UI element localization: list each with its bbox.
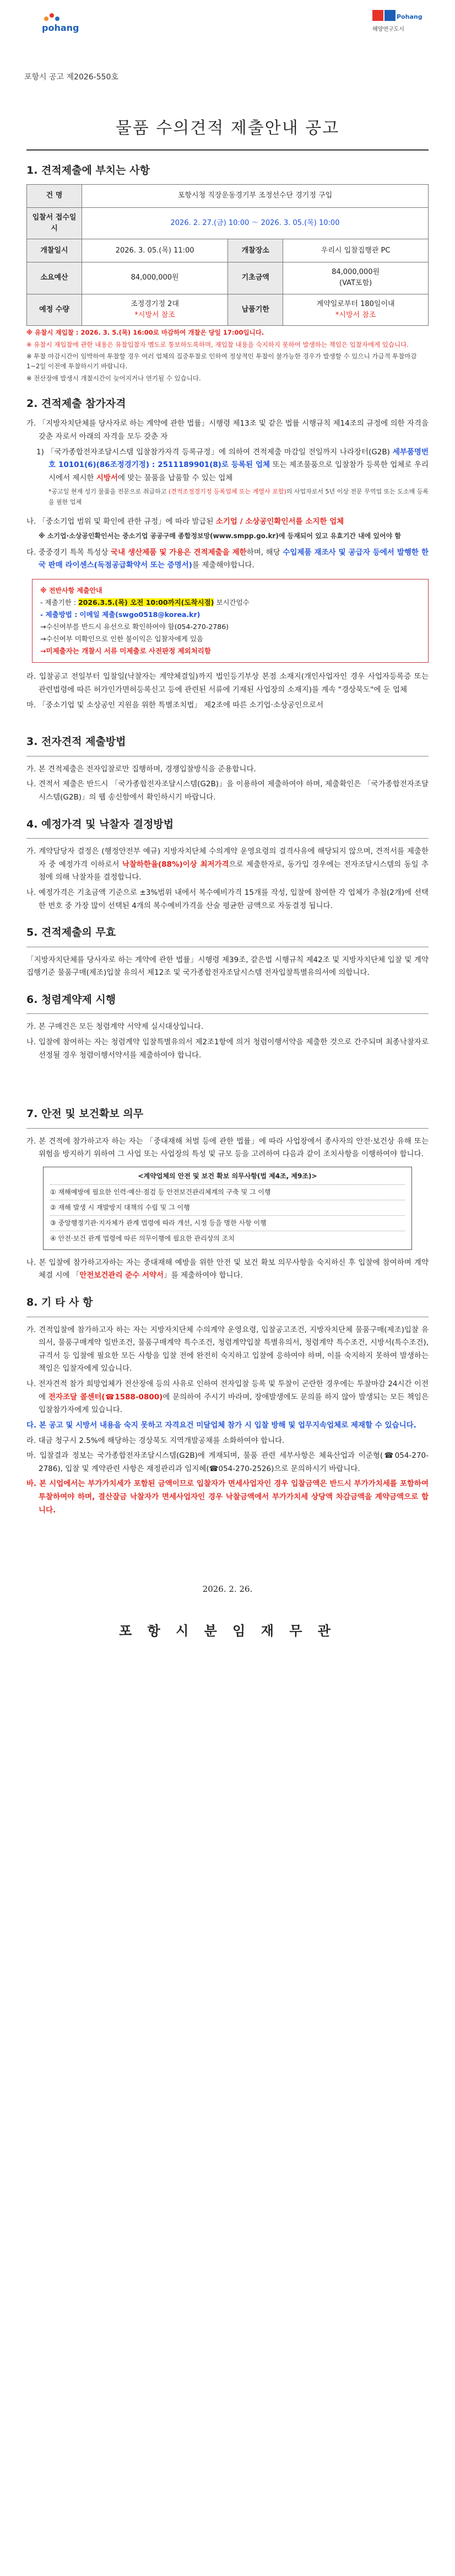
cell-header: 기초금액 (228, 262, 283, 294)
bid-info-table (26, 184, 429, 326)
cell-value (82, 294, 228, 325)
section-6-title: 6. 청렴계약제 시행 (26, 993, 116, 1006)
paragraph: ※ 소기업·소상공인확인서는 중소기업 공공구매 종합정보망(www.smpp.go.kr)에 등재되어 있고 유효기간 내에 있어야 함 (39, 532, 401, 540)
text-span: *공고일 현재 성기 물품을 전문으로 취급하고 (48, 488, 169, 496)
paragraph: 가. 「지방자치단체를 당사자로 하는 계약에 관한 법률」시행령 제13조 및 같은 법률 시행규칙 제14조의 규정에 의한 자격을 갖춘 자로서 아래의 자격을 모두 갖춘 자 (26, 419, 429, 441)
svg-text:Pohang: Pohang (397, 13, 422, 20)
section-6-body (26, 1021, 429, 1062)
section-3-body (26, 763, 429, 804)
header-bar (26, 0, 429, 66)
text-span: 의 사업자로서 5년 이상 전문 무역업 또는 도소매 등록을 필한 업체 (48, 488, 429, 506)
box-line (40, 597, 420, 609)
list-item: ① 재해예방에 필요한 인력·예산·점검 등 안전보건관리체계의 구축 및 그 이행 (50, 1184, 405, 1200)
text-span: 세부품명번호 10101(6)(86조정경기정) : 2511189901(8)로 등록된 업체 (48, 447, 429, 470)
cell-line: 84,000,000원 (332, 268, 380, 277)
paragraph (26, 845, 429, 884)
cell-header: 개찰장소 (228, 239, 283, 262)
text-span: 또는 제조물품으로 입찰참가 등록한 업체로 우리시에서 제시한 (48, 460, 429, 482)
paragraph: 바. 본 시업에서는 부가가치세가 포함된 금액이므로 입찰자가 면세사업자인 경우 입찰금액은 반드시 부가가치세를 포함하여 투찰하여야 하며, 결산잘금 낙찰자가 면세사업자인 경우 낙찰금액에서 부가가치세 상당액 차감금액을 계약금액으로 합니다. (26, 1479, 429, 1515)
cell-line: 계약일로부터 180일이내 (316, 299, 395, 308)
section-8-body (26, 1324, 429, 1517)
text-span: 나. 본 입찰에 참가하고자하는 자는 중대재해 예방을 위한 안전 및 보건 확보 의무사항을 숙지하신 후 입찰에 참여하며 계약 체결 시에 「 (26, 1258, 429, 1280)
paragraph: 나. 예정가격은 기초금액 기준으로 ±3%범위 내에서 복수예비가격 15개를 작성, 입찰에 참여한 각 업체가 추첨(2개)에 선택한 번호 중 가장 많이 선택된 4개의 복수예비가격을 산술 평균한 금액으로 자동결정 됩니다. (26, 888, 429, 910)
text-span: 전자조달 콜센터(☎1588-0800) (48, 1392, 163, 1402)
paragraph: 「지방자치단체를 당사자로 하는 계약에 관한 법률」시행령 제39조, 같은법 시행규칙 제42조 및 지방자치단체 입찰 및 계약집행기준 물품구매(제조)입찰 유의서 제12조 및 국가종합전자조달시스템 전자입찰특별유의서에 의합니다. (26, 955, 429, 978)
rebid-note: ※ 유찰시 재입찰 : 2026. 3. 5.(목) 16:00로 마감하여 개찰은 당일 17:00입니다. (26, 328, 264, 336)
box-line: →수신여부를 반드시 유선으로 확인하여야 함(054-270-2786) (40, 622, 229, 631)
section-1-title: 1. 견적제출에 부치는 사항 (26, 164, 150, 176)
text-span: 보시간엄수 (214, 598, 250, 607)
rebid-note: ※ 유찰시 재입찰에 관한 내용은 유찰입찰자 멤도로 통보하도록하며, 재입찰 내용을 숙지하지 못하여 발생하는 책임은 입찰자에게 있습니다. (26, 340, 409, 348)
section-2-title: 2. 견적제출 참가자격 (26, 397, 126, 410)
section-7-title: 7. 안전 및 보건확보 의무 (26, 1108, 144, 1120)
text-span: 에 문의하여 주시기 바라며, 장애발생에도 문의를 하지 않아 발생되는 모든 책임은 입찰참가자에게 있습니다. (39, 1392, 429, 1415)
info-note: ※ 전산장애 발생시 개찰시간이 늦어지거나 연기될 수 있습니다. (26, 374, 201, 383)
list-item: ③ 중앙행정기관·지자체가 관계 법령에 따라 개선, 시정 등을 명한 사항 이행 (50, 1215, 405, 1231)
box-title: <계약업체의 안전 및 보건 확보 의무사항(법 제4조, 제9조)> (138, 1172, 317, 1180)
cell-value: 2026. 2. 27.(금) 10:00 ～ 2026. 3. 05.(목) 10:00 (82, 207, 429, 239)
paragraph: 가. 견적입찰에 참가하고자 하는 자는 지방자치단체 수의계약 운영요령, 입찰공고조건, 지방자치단체 물품구매(제조)입찰 유의서, 물품구매계약 일반조건, 물품구매계약 특수조건, 청렴계약입찰 특별유의서, 청렴계약 특수조건, 시방서(특수조건), 규격서 등 입찰에 필요한 모든 사항을 입찰 전에 완전히 숙지하고 입찰에 응하여야 하며, 이를 숙지하지 못하여 발생하는 책임은 입찰자에게 있습니다. (26, 1325, 429, 1373)
text-span: - 제출기한 : (40, 598, 78, 607)
text-span: 낙찰하한율(88%)이상 최저가격 (122, 860, 229, 869)
text-span: 수입제품 재조사 및 공급자 등에서 발행한 한국 판매 라이센스(독점공급확약서 또는 증명서) (39, 548, 429, 570)
svg-text:해양연구도시: 해양연구도시 (372, 26, 404, 33)
info-note: ※ 투찰 마감시간이 임박하여 투찰할 경우 여러 업체의 집중투찰로 인하여 정상적인 투찰이 불가능한 경우가 발생할 수 있으니 가급적 투찰마감 1~2일 이전에 투찰하시기 바랍니다. (26, 352, 417, 371)
box-line: →미제출자는 개찰시 서류 미제출로 사전판정 제외처리함 (40, 646, 211, 655)
list-item: ② 재해 발생 시 재발방지 대책의 수립 및 그 이행 (50, 1200, 405, 1215)
paragraph (26, 546, 429, 572)
box-title: ※ 전반사항 제출안내 (40, 587, 102, 595)
issuer-name: 포 항 시 분 임 재 무 관 (119, 1622, 336, 1639)
paragraph: 라. 입찰공고 전일부터 입찰일(낙찰자는 계약체결일)까지 법인등기부상 본점 소재지(개인사업자인 경우 사업자등록증 또는 관련법령에 따른 허가인가면허등록신고 등에 관련된 서류에 기재된 사업장의 소재지)를 계속 "경상북도"에 둔 업체 (26, 672, 429, 695)
paragraph: 다. 본 공고 및 시방서 내용을 숙지 못하고 자격요건 미달업체 참가 시 입찰 방해 및 업무지속업체로 제재할 수 있습니다. (26, 1420, 416, 1430)
text-span: 나. 「중소기업 범위 및 확인에 관한 규정」에 따라 발급된 (26, 517, 216, 526)
paragraph (26, 1257, 429, 1282)
section-5-body (26, 954, 429, 980)
section-5-title: 5. 견적제출의 무효 (26, 926, 116, 939)
text-span: 」를 제출하여야 합니다. (164, 1271, 243, 1280)
section-3-title: 3. 전자견적 제출방법 (26, 736, 126, 748)
paragraph: 마. 입찰결과 정보는 국가종합전자조달시스템(G2B)에 게재되며, 물품 관련 세부사항은 체육산업과 이준형(☎054-270-2786), 입찰 및 계약관련 사항은 재정관리과 임지혜(☎054-270-2526)으로 문의하시기 바랍니다. (26, 1451, 429, 1473)
cell-value (283, 262, 429, 294)
section-4-body (26, 845, 429, 913)
box-line: - 제출방법 : 이메일 제출(swgo0518@korea.kr) (40, 610, 201, 619)
table-row (27, 239, 429, 262)
text-span: 시방서 (96, 473, 118, 482)
list-item: ④ 안전·보건 관계 법령에 따른 의무이행에 필요한 관리상의 조치 (50, 1231, 405, 1246)
cell-value: 84,000,000원 (82, 262, 228, 294)
text-span: 안전보건관리 준수 서약서 (79, 1271, 164, 1280)
paragraph: 가. 본 견적에 참가하고자 하는 자는 「중대재해 처벌 등에 관한 법률」에 따라 사업장에서 종사자의 안전·보건상 유해 또는 위험을 방지하기 위하여 그 사업 또는 사업장의 특성 및 규모 등을 고려하여 다음과 같이 조치사항을 이행하여야 합니다. (26, 1136, 429, 1159)
page-title: 물품 수의견적 제출안내 공고 (115, 119, 340, 138)
cell-line: *시방서 참조 (134, 310, 175, 319)
section-7-body (26, 1135, 429, 1283)
svg-text:pohang: pohang (42, 23, 79, 33)
cell-header: 입찰서 접수일시 (27, 207, 82, 239)
deadline-highlight: 2026.3.5.(목) 오전 10:00까지(도착시점) (78, 598, 214, 607)
cell-header: 납품기한 (228, 294, 283, 325)
section-divider (26, 838, 429, 839)
cell-line: *시방서 참조 (335, 310, 376, 319)
text-span: 나. 전자견적 참가 희망업체가 전산장애 등의 사유로 인하여 전자입찰 등록 및 투찰이 곤란한 경우에는 투찰마감 24시간 이전에 (26, 1380, 429, 1402)
text-span: 를 제출해야합니다. (192, 561, 254, 570)
cell-value (283, 294, 429, 325)
section-divider (26, 1013, 429, 1014)
cell-value: 우리시 입찰집행관 PC (283, 239, 429, 262)
paragraph: 가. 본 구매건은 모든 청렴계약 서약제 실시대상입니다. (26, 1022, 204, 1032)
cell-value: 2026. 3. 05.(목) 11:00 (82, 239, 228, 262)
city-brand-logo (370, 8, 422, 39)
paragraph: 라. 대금 청구시 2.5%에 해당하는 경상북도 지역개발공채를 소화하여야 합니다. (26, 1436, 285, 1445)
table-row (27, 207, 429, 239)
text-span: 소기업 / 소상공인확인서를 소지한 업체 (215, 517, 344, 526)
cell-header: 건 명 (27, 184, 82, 207)
title-divider (26, 149, 429, 151)
cell-value: 포항시청 직장운동경기부 조정선수단 경기정 구입 (82, 184, 429, 207)
table-row (27, 184, 429, 207)
table-row (27, 294, 429, 325)
section-8-title: 8. 기 타 사 항 (26, 1296, 93, 1309)
cell-line: (VAT포함) (339, 279, 372, 288)
text-span: 1) 「국가종합전자조달시스템 입찰참가자격 등록규정」에 의하여 견적제출 마감일 전일까지 나라장터(G2B) (36, 447, 393, 457)
section-4-title: 4. 예정가격 및 낙찰자 결정방법 (26, 818, 174, 830)
notice-number: 포항시 공고 제2026-550호 (24, 73, 118, 82)
pohang-logo (41, 10, 101, 34)
text-span: 으로 제출한자로, 동가입 경우에는 전자조달시스템의 동일 추첨에 의해 낙찰자를 결정합니다. (39, 860, 429, 882)
paragraph (26, 446, 429, 485)
submission-box (32, 579, 429, 663)
paragraph: 나. 입찰에 참여하는 자는 청렴계약 입찰특별유의서 제2조1항에 의거 청렴이행서약을 제출한 것으로 간주되며 최종낙찰자로 선정될 경우 청렴이행서약서를 제출하여야 합니다. (26, 1037, 429, 1060)
box-line: →수신여부 미확인으로 인한 불이익은 입찰자에게 있음 (40, 634, 203, 643)
cell-header: 개찰일시 (27, 239, 82, 262)
text-span: (견적조정경기정 등록업체 또는 계열사 포함) (168, 488, 286, 496)
section-2-body (26, 417, 429, 712)
section-divider (26, 1128, 429, 1129)
safety-duties-box (43, 1167, 412, 1250)
table-row (27, 262, 429, 294)
paragraph: 가. 본 견적제출은 전자입찰로만 집행하며, 경쟁입찰방식을 준용합니다. (26, 764, 256, 774)
paragraph (26, 487, 429, 507)
cell-header: 소요예산 (27, 262, 82, 294)
text-span: 다. 중중경기 특목 특성상 (26, 548, 111, 557)
cell-line: 조정경기정 2대 (131, 299, 179, 308)
notice-date: 2026. 2. 26. (202, 1584, 253, 1595)
paragraph (26, 516, 429, 529)
text-span: 가. 계약담당자 결정은 (행정안전부 예규) 지방자치단체 수의계약 운영요령의 결격사유에 해당되지 않으며, 견적서를 제출한 자 중 예정가격 이하로서 (26, 847, 429, 869)
text-span: 에 맞는 물품을 납품할 수 있는 업체 (117, 473, 233, 482)
paragraph: 나. 견적서 제출은 반드시 「국가종합전자조달시스템(G2B)」을 이용하여 제출하여야 하며, 제출확인은 「국가종합전자조달시스템(G2B)」의 웹 송신함에서 확인하시기 바랍니다. (26, 780, 429, 802)
paragraph: 마. 「중소기업 및 소상공인 지원을 위한 특별조치법」 제2조에 따른 소기업·소상공인으로서 (26, 700, 324, 710)
text-span: 국내 생산제품 및 가용은 견적제출을 제한 (111, 548, 247, 557)
cell-header: 예정 수량 (27, 294, 82, 325)
paragraph (26, 1378, 429, 1417)
text-span: 하며, 해당 (246, 548, 283, 557)
